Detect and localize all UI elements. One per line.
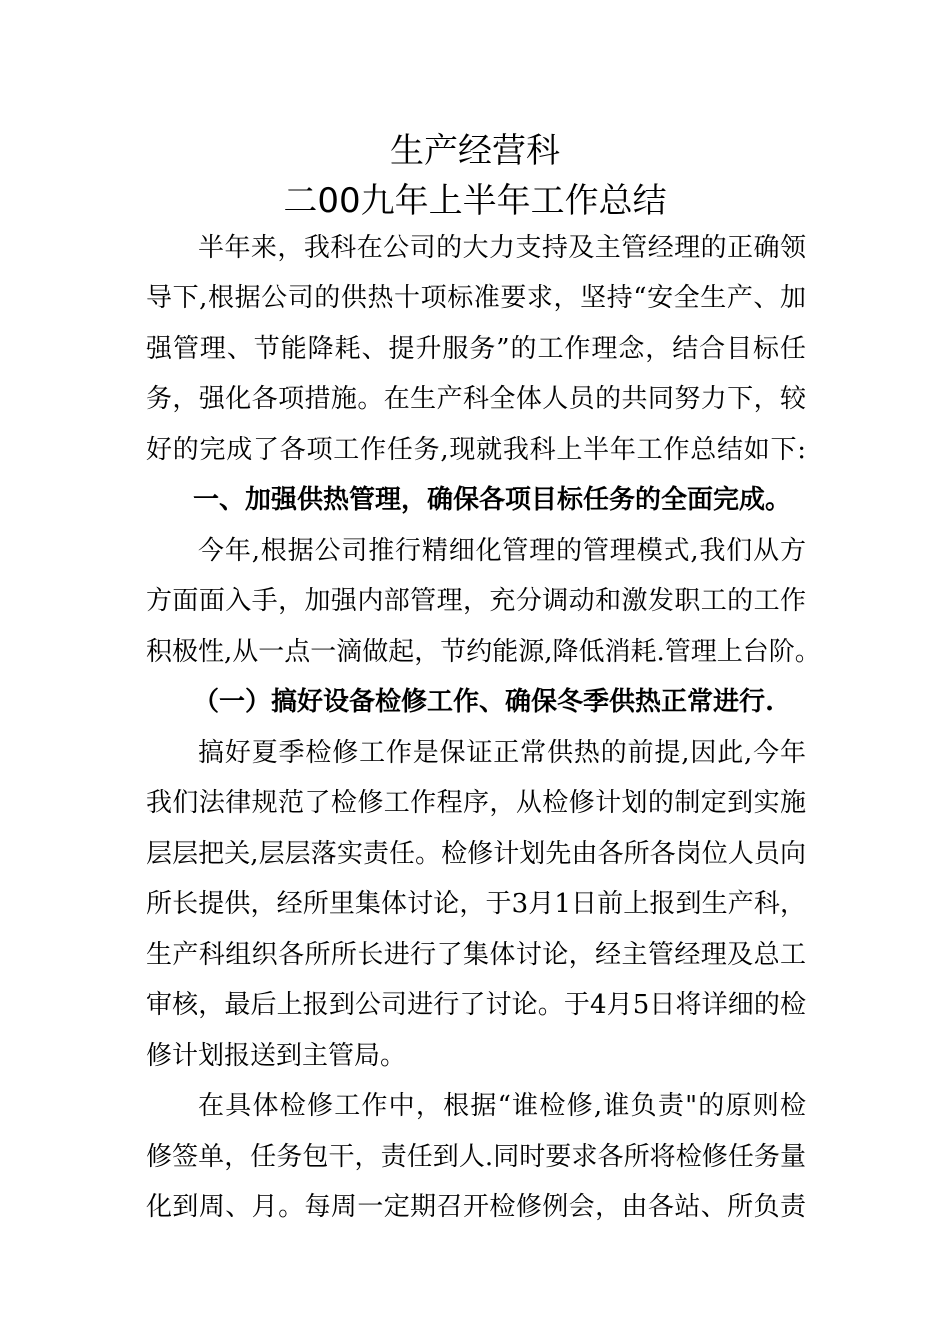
intro-line: 务，强化各项措施。在生产科全体人员的共同努力下，较 bbox=[146, 384, 806, 414]
body-line: 在具体检修工作中，根据“谁检修,谁负责"的原则检 bbox=[198, 1091, 806, 1121]
body-line: 我们法律规范了检修工作程序，从检修计划的制定到实施 bbox=[146, 788, 806, 818]
intro-line: 半年来，我科在公司的大力支持及主管经理的正确领 bbox=[198, 233, 806, 263]
intro-line: 好的完成了各项工作任务,现就我科上半年工作总结如下: bbox=[146, 435, 806, 465]
body-line: 层层把关,层层落实责任。检修计划先由各所各岗位人员向 bbox=[146, 839, 806, 869]
body-line: 化到周、月。每周一定期召开检修例会，由各站、所负责 bbox=[146, 1192, 806, 1222]
subsection-heading: （一）搞好设备检修工作、确保冬季供热正常进行. bbox=[193, 687, 775, 717]
body-line: 所长提供，经所里集体讨论，于3月1日前上报到生产科， bbox=[146, 889, 806, 919]
document-subtitle: 二00九年上半年工作总结 bbox=[283, 181, 667, 221]
section-line: 今年,根据公司推行精细化管理的管理模式,我们从方 bbox=[198, 536, 806, 566]
body-line: 修计划报送到主管局。 bbox=[146, 1041, 407, 1071]
body-line: 搞好夏季检修工作是保证正常供热的前提,因此,今年 bbox=[198, 738, 806, 768]
body-line: 审核，最后上报到公司进行了讨论。于4月5日将详细的检 bbox=[146, 990, 806, 1020]
section-line: 积极性,从一点一滴做起，节约能源,降低消耗.管理上台阶。 bbox=[146, 637, 821, 667]
body-line: 生产科组织各所所长进行了集体讨论，经主管经理及总工 bbox=[146, 940, 806, 970]
document-title: 生产经营科 bbox=[390, 131, 560, 171]
body-line: 修签单，任务包干，责任到人.同时要求各所将检修任务量 bbox=[146, 1142, 806, 1172]
intro-line: 导下,根据公司的供热十项标准要求，坚持“安全生产、加 bbox=[146, 283, 806, 313]
section-line: 方面面入手，加强内部管理，充分调动和激发职工的工作 bbox=[146, 586, 806, 616]
intro-line: 强管理、节能降耗、提升服务”的工作理念，结合目标任 bbox=[146, 334, 806, 364]
section-heading: 一、加强供热管理，确保各项目标任务的全面完成。 bbox=[193, 485, 792, 515]
